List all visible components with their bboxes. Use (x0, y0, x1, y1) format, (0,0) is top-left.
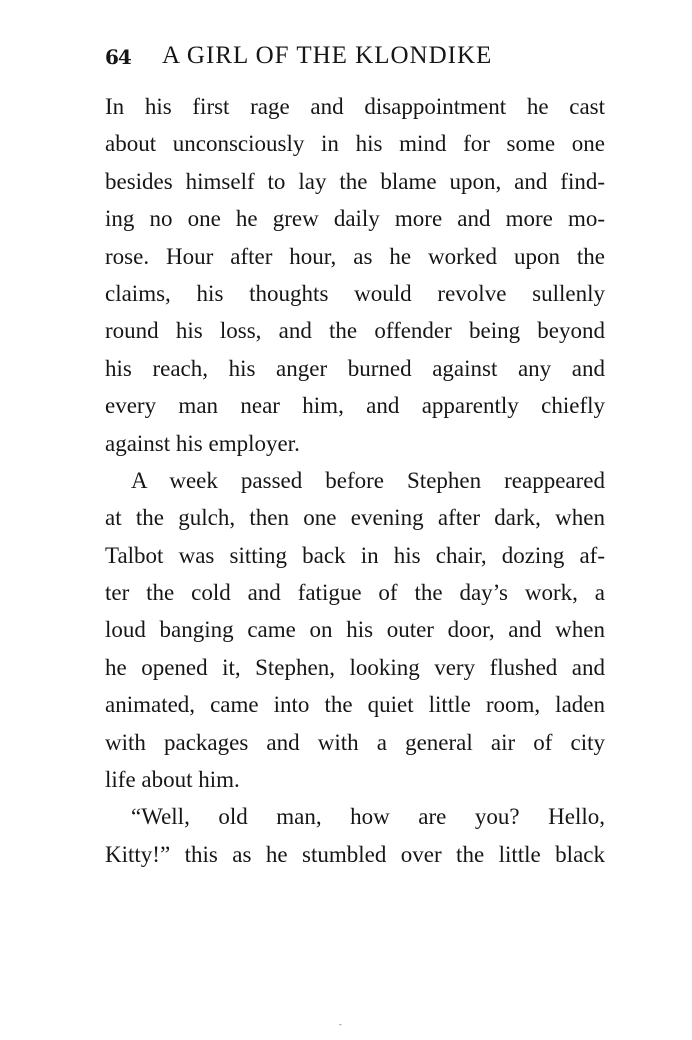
text-line: life about him. (105, 767, 240, 793)
text-line: animated, came into the quiet little room, laden (105, 692, 605, 718)
text-line: with packages and with a general air of city (105, 729, 605, 755)
running-header (105, 42, 605, 72)
text-line: besides himself to lay the blame upon, and find- (105, 168, 605, 194)
running-title: A GIRL OF THE KLONDIKE (162, 42, 493, 69)
text-line: every man near him, and apparently chiefly (105, 393, 605, 419)
text-line: his reach, his anger burned against any and (105, 355, 605, 381)
text-line: loud banging came on his outer door, and when (105, 617, 605, 643)
text-line: at the gulch, then one evening after dark, when (105, 505, 605, 531)
footer-mark: - (339, 1020, 342, 1029)
text-line: he opened it, Stephen, looking very flushed and (105, 654, 605, 680)
text-line: Talbot was sitting back in his chair, dozing af- (105, 542, 605, 568)
text-line: A week passed before Stephen reappeared (131, 467, 605, 493)
text-line: rose. Hour after hour, as he worked upon the (105, 243, 605, 269)
text-line: In his first rage and disappointment he cast (105, 94, 605, 119)
text-line: about unconsciously in his mind for some one (105, 131, 605, 157)
text-line: ter the cold and fatigue of the day’s work, a (105, 580, 605, 606)
page-number: 64 (105, 45, 131, 69)
text-line: “Well, old man, how are you? Hello, (131, 804, 605, 830)
text-line: ing no one he grew daily more and more mo- (105, 206, 605, 232)
body-text (105, 88, 605, 873)
text-line: round his loss, and the offender being beyond (105, 318, 605, 344)
text-line: against his employer. (105, 430, 300, 456)
text-line: Kitty!” this as he stumbled over the little black (105, 841, 605, 867)
text-line: claims, his thoughts would revolve sullenly (105, 280, 605, 306)
